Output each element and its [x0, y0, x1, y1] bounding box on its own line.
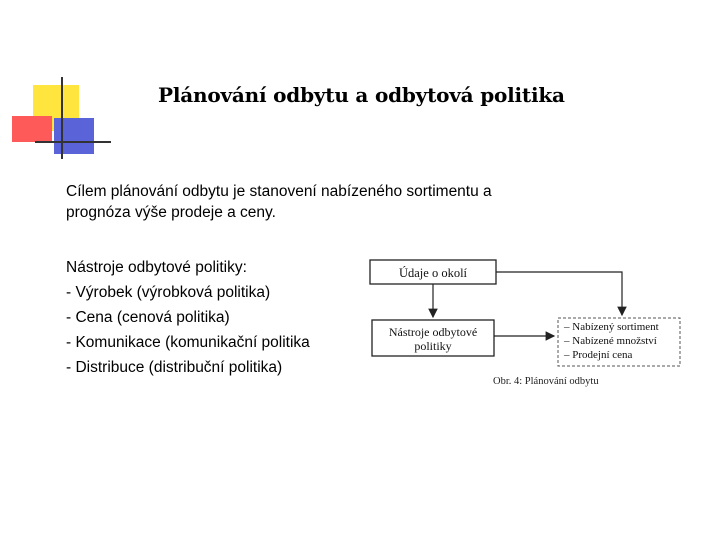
tools-heading: Nástroje odbytové politiky: [66, 259, 247, 276]
intro-paragraph [66, 181, 626, 223]
decor-red-square [12, 116, 52, 142]
intro-line-2: prognóza výše prodeje a ceny. [66, 204, 276, 221]
diagram-caption: Obr. 4: Plánování odbytu [493, 376, 599, 387]
diagram-right-item-3: – Prodejní cena [564, 349, 633, 361]
planning-diagram [360, 248, 690, 398]
tools-item-product: - Výrobek (výrobková politika) [66, 284, 271, 301]
tools-list [66, 255, 310, 380]
diagram-left-label-1: Nástroje odbytové [388, 325, 478, 339]
diagram-connector-top [496, 272, 622, 315]
diagram-left-label-2: politiky [414, 339, 452, 353]
diagram-top-label: Údaje o okolí [398, 266, 468, 280]
intro-line-1: Cílem plánování odbytu je stanovení nabízeného sortimentu a [66, 183, 492, 200]
decor-vertical-line [61, 77, 63, 159]
decor-horizontal-line [35, 141, 111, 143]
tools-item-price: - Cena (cenová politika) [66, 309, 230, 326]
slide-title: Plánování odbytu a odbytová politika [158, 83, 565, 107]
diagram-right-item-1: – Nabízený sortiment [564, 321, 659, 333]
diagram-right-item-2: – Nabízené množství [564, 335, 657, 347]
tools-item-communication: - Komunikace (komunikační politika [66, 334, 310, 351]
decor-blue-square [54, 118, 94, 154]
tools-item-distribution: - Distribuce (distribuční politika) [66, 359, 283, 376]
